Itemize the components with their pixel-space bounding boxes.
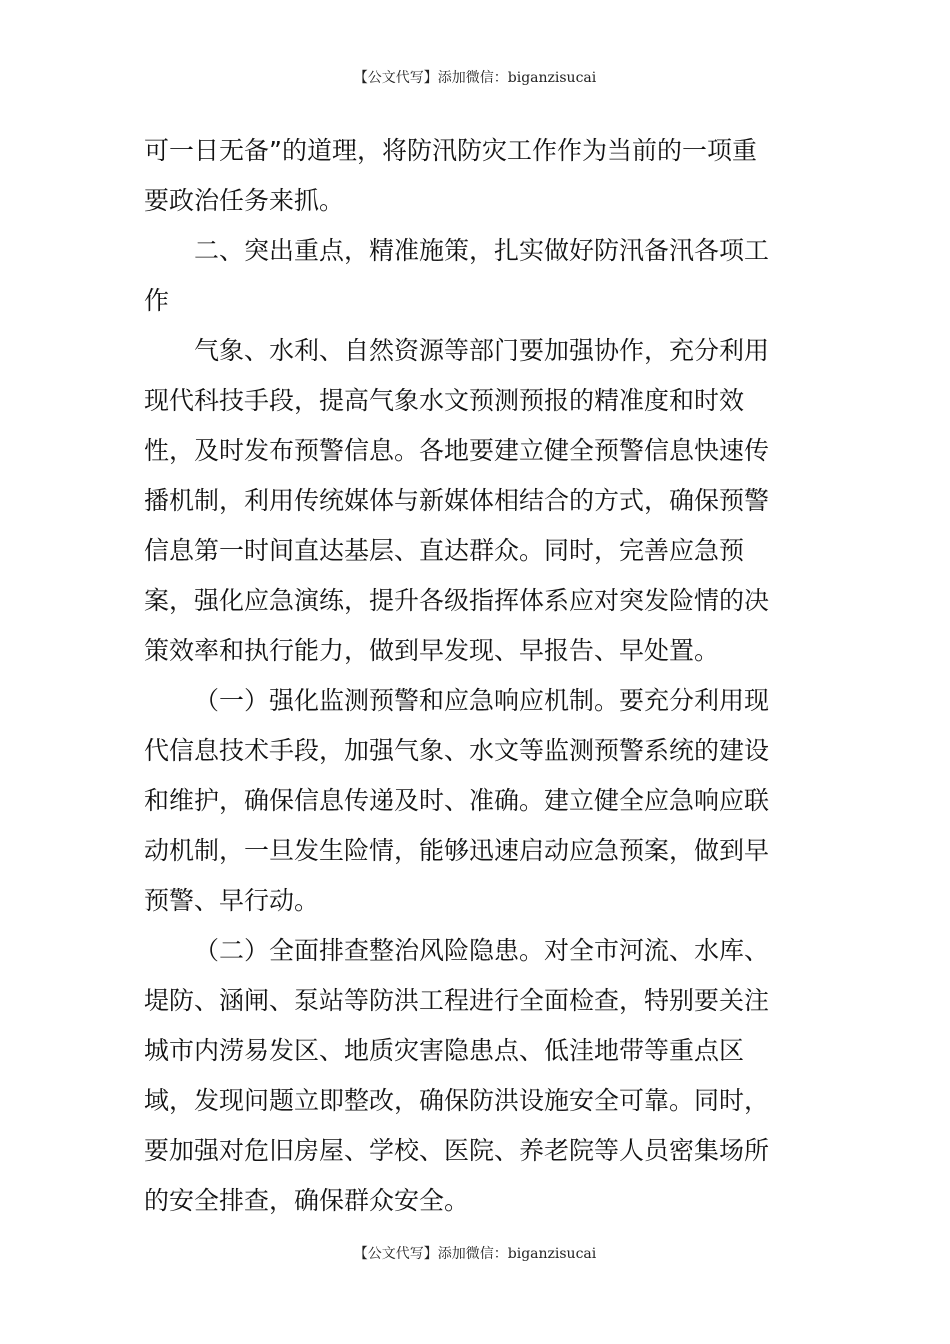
text-line: （二）全面排查整治风险隐患。对全市河流、水库、 [194,936,770,965]
text-line: 要加强对危旧房屋、学校、医院、养老院等人员密集场所 [144,1136,770,1165]
text-line: 和维护，确保信息传递及时、准确。建立健全应急响应联 [144,786,770,815]
text-line: 堤防、涵闸、泵站等防洪工程进行全面检查，特别要关注 [144,986,770,1015]
text-line: （一）强化监测预警和应急响应机制。要充分利用现 [194,686,770,715]
text-line: 播机制，利用传统媒体与新媒体相结合的方式，确保预警 [144,486,770,515]
page-header: 【公文代写】添加微信：biganzisucai [353,70,597,86]
text-line: 可一日无备”的道理，将防汛防灾工作作为当前的一项重 [144,136,757,165]
text-line: 动机制，一旦发生险情，能够迅速启动应急预案，做到早 [144,836,770,865]
text-line: 策效率和执行能力，做到早发现、早报告、早处置。 [144,636,720,665]
text-line: 案，强化应急演练，提升各级指挥体系应对突发险情的决 [144,586,770,615]
text-line: 的安全排查，确保群众安全。 [144,1186,470,1215]
text-line: 域，发现问题立即整改，确保防洪设施安全可靠。同时， [144,1086,770,1115]
text-line: 作 [144,286,170,315]
text-line: 城市内涝易发区、地质灾害隐患点、低洼地带等重点区 [144,1036,745,1065]
text-line: 现代科技手段，提高气象水文预测预报的精准度和时效 [144,386,745,415]
text-line: 代信息技术手段，加强气象、水文等监测预警系统的建设 [144,736,770,765]
text-line: 性，及时发布预警信息。各地要建立健全预警信息快速传 [144,436,770,465]
text-line: 预警、早行动。 [144,886,320,915]
text-line: 二、突出重点，精准施策，扎实做好防汛备汛各项工 [194,236,770,265]
text-line: 气象、水利、自然资源等部门要加强协作，充分利用 [194,336,770,365]
text-line: 要政治任务来抓。 [144,186,345,215]
page-footer: 【公文代写】添加微信：biganzisucai [353,1246,597,1262]
text-line: 信息第一时间直达基层、直达群众。同时，完善应急预 [144,536,745,565]
